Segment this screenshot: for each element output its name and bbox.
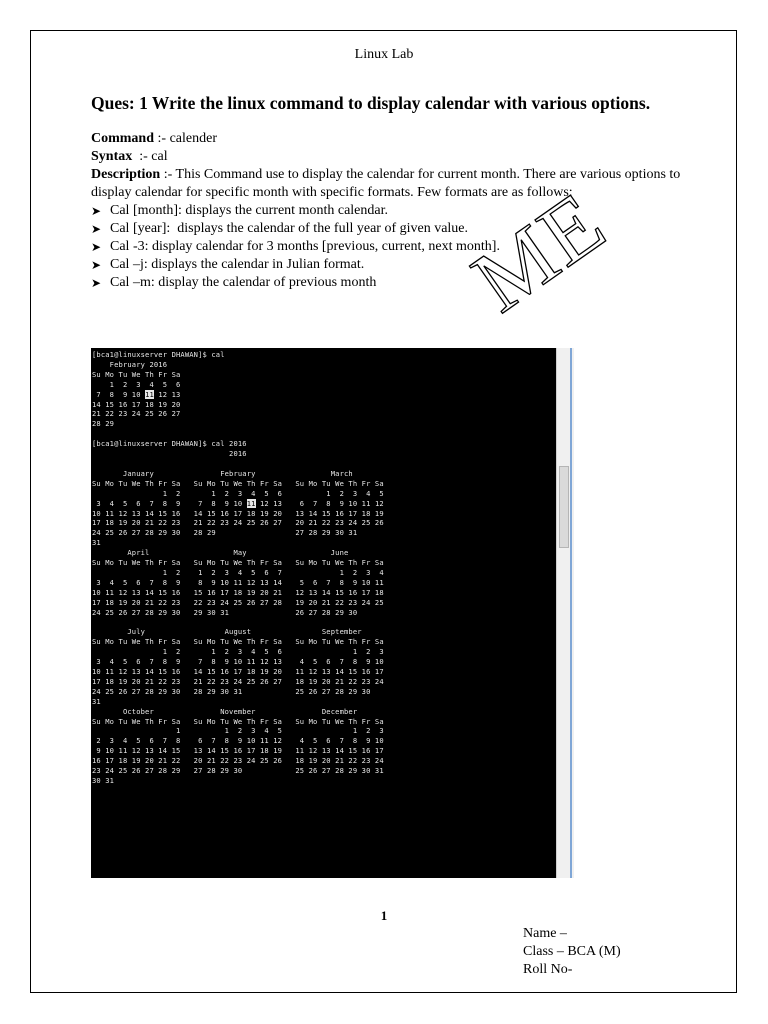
- year-calendar: [92, 469, 384, 785]
- year-calendar-row: 30 31: [92, 775, 115, 785]
- month-title: February 2016: [92, 359, 168, 369]
- year-calendar-row: April May June: [92, 548, 349, 558]
- scrollbar[interactable]: [556, 348, 574, 878]
- roll-field: Roll No-: [523, 962, 573, 977]
- year-calendar-row: 3 4 5 6 7 8 9 7 8 9 10 11 12 13 4 5 6 7 8 9 10: [92, 657, 384, 667]
- description-value: :- This Command use to display the calendar for current month. There are various options to display calendar for specific month with specific formats. Few formats are as follows:: [91, 167, 681, 200]
- year-calendar-row: 1 2 1 2 3 4 5 6 1 2 3: [92, 647, 384, 657]
- month-row: 12 13: [153, 389, 181, 399]
- year-calendar-row: 10 11 12 13 14 15 16 15 16 17 18 19 20 21 12 13 14 15 16 17 18: [92, 587, 384, 597]
- year-title: 2016: [92, 449, 247, 459]
- list-item: ➤ Cal –j: displays the calendar in Julian format.: [91, 257, 365, 272]
- year-calendar-row: 24 25 26 27 28 29 30 28 29 30 31 25 26 27 28 29 30: [92, 686, 371, 696]
- year-calendar-row: 23 24 25 26 27 28 29 27 28 29 30 25 26 27 28 29 30 31: [92, 766, 384, 776]
- arrowhead-bullet-icon: ➤: [91, 222, 102, 236]
- year-calendar-row: 24 25 26 27 28 29 30 28 29 27 28 29 30 31: [92, 528, 358, 538]
- description-label: Description: [91, 167, 161, 182]
- terminal-prompt: [bca1@linuxserver DHAWAN]$ cal: [92, 350, 225, 359]
- scrollbar-edge: [570, 348, 572, 878]
- year-calendar-row: 3 4 5 6 7 8 9 7 8 9 10 11 12 13 6 7 8 9 10 11 12: [92, 498, 384, 508]
- terminal-prompt: [bca1@linuxserver DHAWAN]$ cal 2016: [92, 439, 247, 449]
- month-row: 7 8 9 10: [92, 389, 146, 399]
- question-heading: Ques: 1 Write the linux command to display calendar with various options.: [91, 93, 651, 113]
- month-row: 21 22 23 24 25 26 27: [92, 409, 181, 419]
- year-calendar-row: 9 10 11 12 13 14 15 13 14 15 16 17 18 19 11 12 13 14 15 16 17: [92, 746, 384, 756]
- year-calendar-row: 16 17 18 19 20 21 22 20 21 22 23 24 25 26 18 19 20 21 22 23 24: [92, 756, 384, 766]
- description-line: [91, 166, 691, 202]
- year-calendar-row: January February March: [92, 468, 353, 478]
- terminal-screenshot: [91, 348, 556, 878]
- watermark: ME: [456, 173, 624, 332]
- year-calendar-row: July August September: [92, 627, 362, 637]
- scrollbar-thumb[interactable]: [559, 466, 569, 548]
- arrowhead-bullet-icon: ➤: [91, 204, 102, 218]
- list-item: ➤ Cal –m: display the calendar of previous month: [91, 275, 377, 290]
- student-info: [523, 925, 621, 979]
- year-calendar-row: 1 2 1 2 3 4 5 6 7 1 2 3 4: [92, 567, 384, 577]
- syntax-label: Syntax: [91, 149, 133, 164]
- year-calendar-row: Su Mo Tu We Th Fr Sa Su Mo Tu We Th Fr Sa Su Mo Tu We Th Fr Sa: [92, 478, 384, 488]
- page-number: 1: [380, 908, 388, 923]
- year-calendar-row: 1 2 1 2 3 4 5 6 1 2 3 4 5: [92, 488, 384, 498]
- year-calendar-row: 17 18 19 20 21 22 23 21 22 23 24 25 26 27 18 19 20 21 22 23 24: [92, 676, 384, 686]
- month-row: 14 15 16 17 18 19 20: [92, 399, 181, 409]
- class-field: Class – BCA (M): [523, 944, 621, 959]
- year-calendar-row: Su Mo Tu We Th Fr Sa Su Mo Tu We Th Fr Sa Su Mo Tu We Th Fr Sa: [92, 558, 384, 568]
- current-day-highlight: 11: [246, 498, 256, 508]
- year-calendar-row: 2 3 4 5 6 7 8 6 7 8 9 10 11 12 4 5 6 7 8 9 10: [92, 736, 384, 746]
- year-calendar-row: 31: [92, 696, 101, 706]
- command-label: Command: [91, 131, 155, 146]
- year-calendar-row: Su Mo Tu We Th Fr Sa Su Mo Tu We Th Fr Sa Su Mo Tu We Th Fr Sa: [92, 716, 384, 726]
- year-calendar-row: 10 11 12 13 14 15 16 14 15 16 17 18 19 20 13 14 15 16 17 18 19: [92, 508, 384, 518]
- year-calendar-row: 17 18 19 20 21 22 23 22 23 24 25 26 27 28 19 20 21 22 23 24 25: [92, 597, 384, 607]
- arrowhead-bullet-icon: ➤: [91, 276, 102, 290]
- name-field: Name –: [523, 926, 567, 941]
- year-calendar-row: 17 18 19 20 21 22 23 21 22 23 24 25 26 27 20 21 22 23 24 25 26: [92, 518, 384, 528]
- arrowhead-bullet-icon: ➤: [91, 240, 102, 254]
- year-calendar-row: 31: [92, 538, 101, 548]
- terminal-output: [91, 348, 556, 786]
- month-row: 1 2 3 4 5 6: [92, 379, 181, 389]
- current-day-highlight: 11: [145, 389, 154, 399]
- month-weekday-header: Su Mo Tu We Th Fr Sa: [92, 369, 181, 379]
- command-line: [91, 130, 691, 148]
- syntax-line: [91, 148, 691, 166]
- year-calendar-row: October November December: [92, 706, 358, 716]
- command-value: :- calender: [154, 131, 217, 146]
- month-row: 28 29: [92, 419, 115, 429]
- year-calendar-row: 10 11 12 13 14 15 16 14 15 16 17 18 19 20 11 12 13 14 15 16 17: [92, 667, 384, 676]
- syntax-value: :- cal: [132, 149, 168, 164]
- list-item: ➤ Cal [month]: displays the current month calendar.: [91, 203, 388, 218]
- arrowhead-bullet-icon: ➤: [91, 258, 102, 272]
- year-calendar-row: 1 1 2 3 4 5 1 2 3: [92, 726, 384, 736]
- list-item: ➤ Cal [year]: displays the calendar of the full year of given value.: [91, 221, 469, 236]
- year-calendar-row: 3 4 5 6 7 8 9 8 9 10 11 12 13 14 5 6 7 8 9 10 11: [92, 577, 384, 587]
- year-calendar-row: 24 25 26 27 28 29 30 29 30 31 26 27 28 29 30: [92, 607, 358, 617]
- page-header: Linux Lab: [354, 47, 414, 62]
- year-calendar-row: Su Mo Tu We Th Fr Sa Su Mo Tu We Th Fr Sa Su Mo Tu We Th Fr Sa: [92, 637, 384, 647]
- list-item: ➤ Cal -3: display calendar for 3 months [previous, current, next month].: [91, 239, 500, 254]
